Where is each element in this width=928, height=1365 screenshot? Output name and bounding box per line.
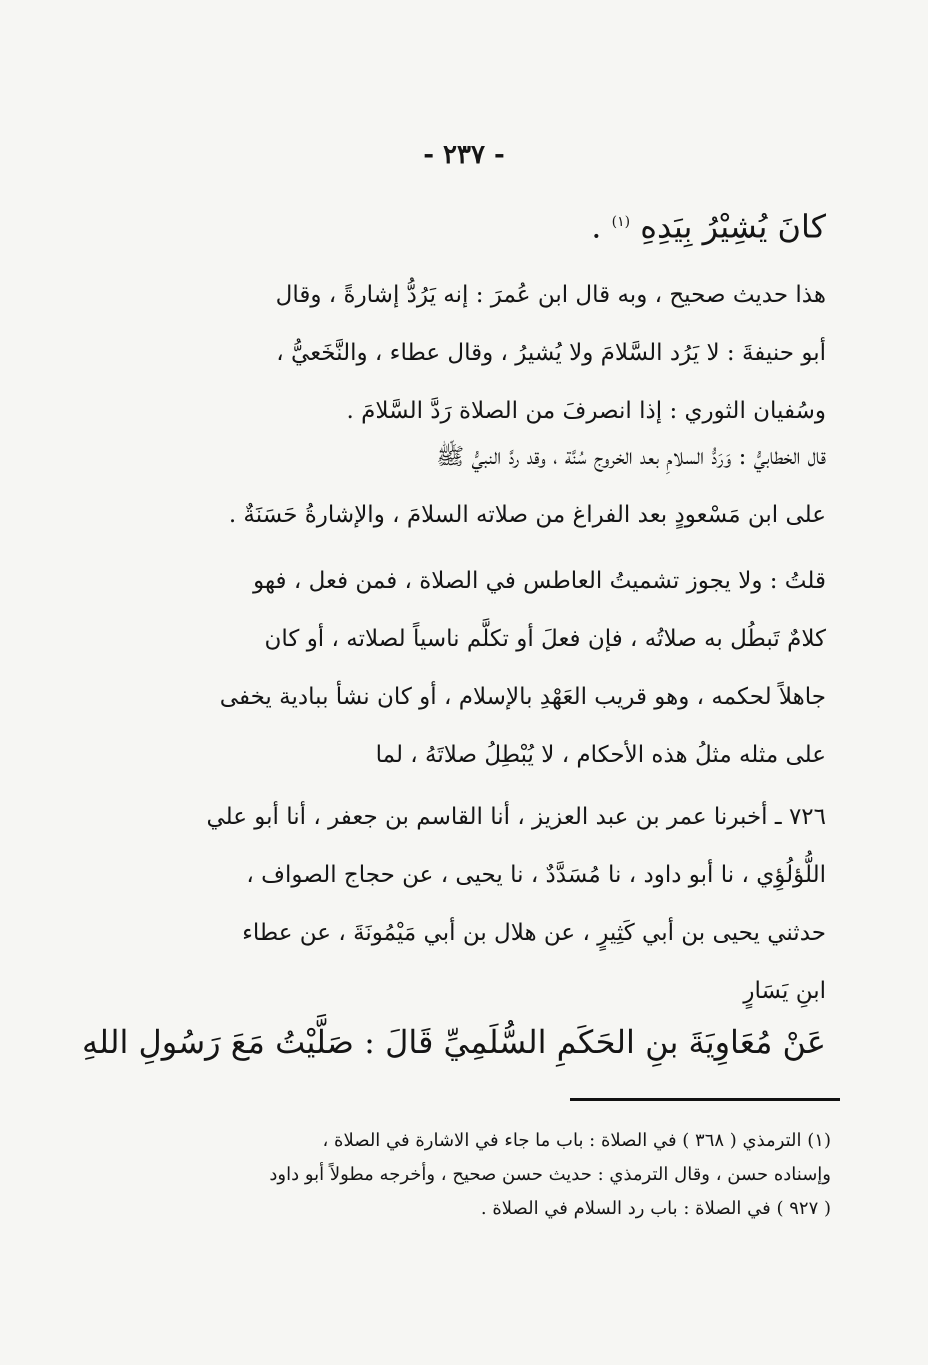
- paragraph-line: على ابن مَسْعودٍ بعد الفراغ من صلاته السلامَ ، والإشارةُ حَسَنَةٌ .: [228, 502, 826, 528]
- opening-hadith-line: [176, 202, 826, 247]
- paragraph-line: قال الخطابيُّ : وَرَدُّ السلامِ بعد الخروج سُنَّة ، وقد ردَّ النبيُّ ﷺ: [436, 444, 826, 470]
- footnote-line: وإسناده حسن ، وقال الترمذي : حديث حسن صحيح ، وأخرجه مطولاً أبو داود: [269, 1164, 831, 1185]
- paragraph-line: كلامٌ تَبطُل به صلاتُه ، فإن فعلَ أو تكلَّم ناسياً لصلاته ، أو كان: [264, 626, 826, 652]
- paragraph-2: [176, 428, 826, 544]
- footnote-line: ( ٩٢٧ ) في الصلاة : باب رد السلام في الصلاة .: [480, 1198, 831, 1219]
- opening-hadith-end: .: [591, 207, 612, 246]
- paragraph-line: على مثله مثلُ هذه الأحكام ، لا يُبْطِلُ صلاتَهُ ، لما: [375, 742, 826, 768]
- paragraph-line: حدثني يحيى بن أبي كَثِيرٍ ، عن هلال بن أبي مَيْمُونَةَ ، عن عطاء: [242, 920, 826, 946]
- paragraph-line: ٧٢٦ ـ أخبرنا عمر بن عبد العزيز ، أنا القاسم بن جعفر ، أنا أبو علي: [206, 804, 826, 830]
- footnote-line: (١) الترمذي ( ٣٦٨ ) في الصلاة : باب ما جاء في الاشارة في الصلاة ،: [322, 1130, 831, 1151]
- paragraph-line: هذا حديث صحيح ، وبه قال ابن عُمرَ : إنه يَرُدُّ إشارةً ، وقال: [275, 282, 826, 308]
- paragraph-4-isnad: [176, 788, 826, 1020]
- paragraph-line: جاهلاً لحكمه ، وهو قريب العَهْدِ بالإسلام ، أو كان نشأ ببادية يخفى: [219, 684, 826, 710]
- footnotes: [176, 1124, 831, 1226]
- closing-hadith: [81, 1022, 826, 1062]
- closing-hadith-line: عَنْ مُعَاوِيَةَ بنِ الحَكَمِ السُّلَمِيِّ قَالَ : صَلَّيْتُ مَعَ رَسُولِ اللهِ: [81, 1023, 826, 1061]
- footnote-reference: (١): [611, 214, 631, 230]
- paragraph-line: ابنِ يَسَارٍ: [743, 978, 826, 1004]
- opening-hadith: [176, 202, 826, 247]
- footnote-divider: [570, 1098, 840, 1101]
- paragraph-line: قلتُ : ولا يجوز تشميتُ العاطس في الصلاة ، فمن فعل ، فهو: [253, 568, 826, 594]
- page-number: - ٢٣٧ -: [423, 140, 505, 170]
- paragraph-line: أبو حنيفةَ : لا يَرُد السَّلامَ ولا يُشيرُ ، وقال عطاء ، والنَّخَعيُّ ،: [276, 340, 826, 366]
- paragraph-line: وسُفيان الثوري : إذا انصرفَ من الصلاة رَدَّ السَّلامَ .: [346, 398, 826, 424]
- paragraph-1: [176, 266, 826, 440]
- opening-hadith-text: كانَ يُشِيْرُ بِيَدِهِ: [640, 207, 826, 246]
- paragraph-line: اللُّؤلُؤِي ، نا أبو داود ، نا مُسَدَّدٌ ، نا يحيى ، عن حجاج الصواف ،: [246, 862, 826, 888]
- paragraph-3: [176, 552, 826, 784]
